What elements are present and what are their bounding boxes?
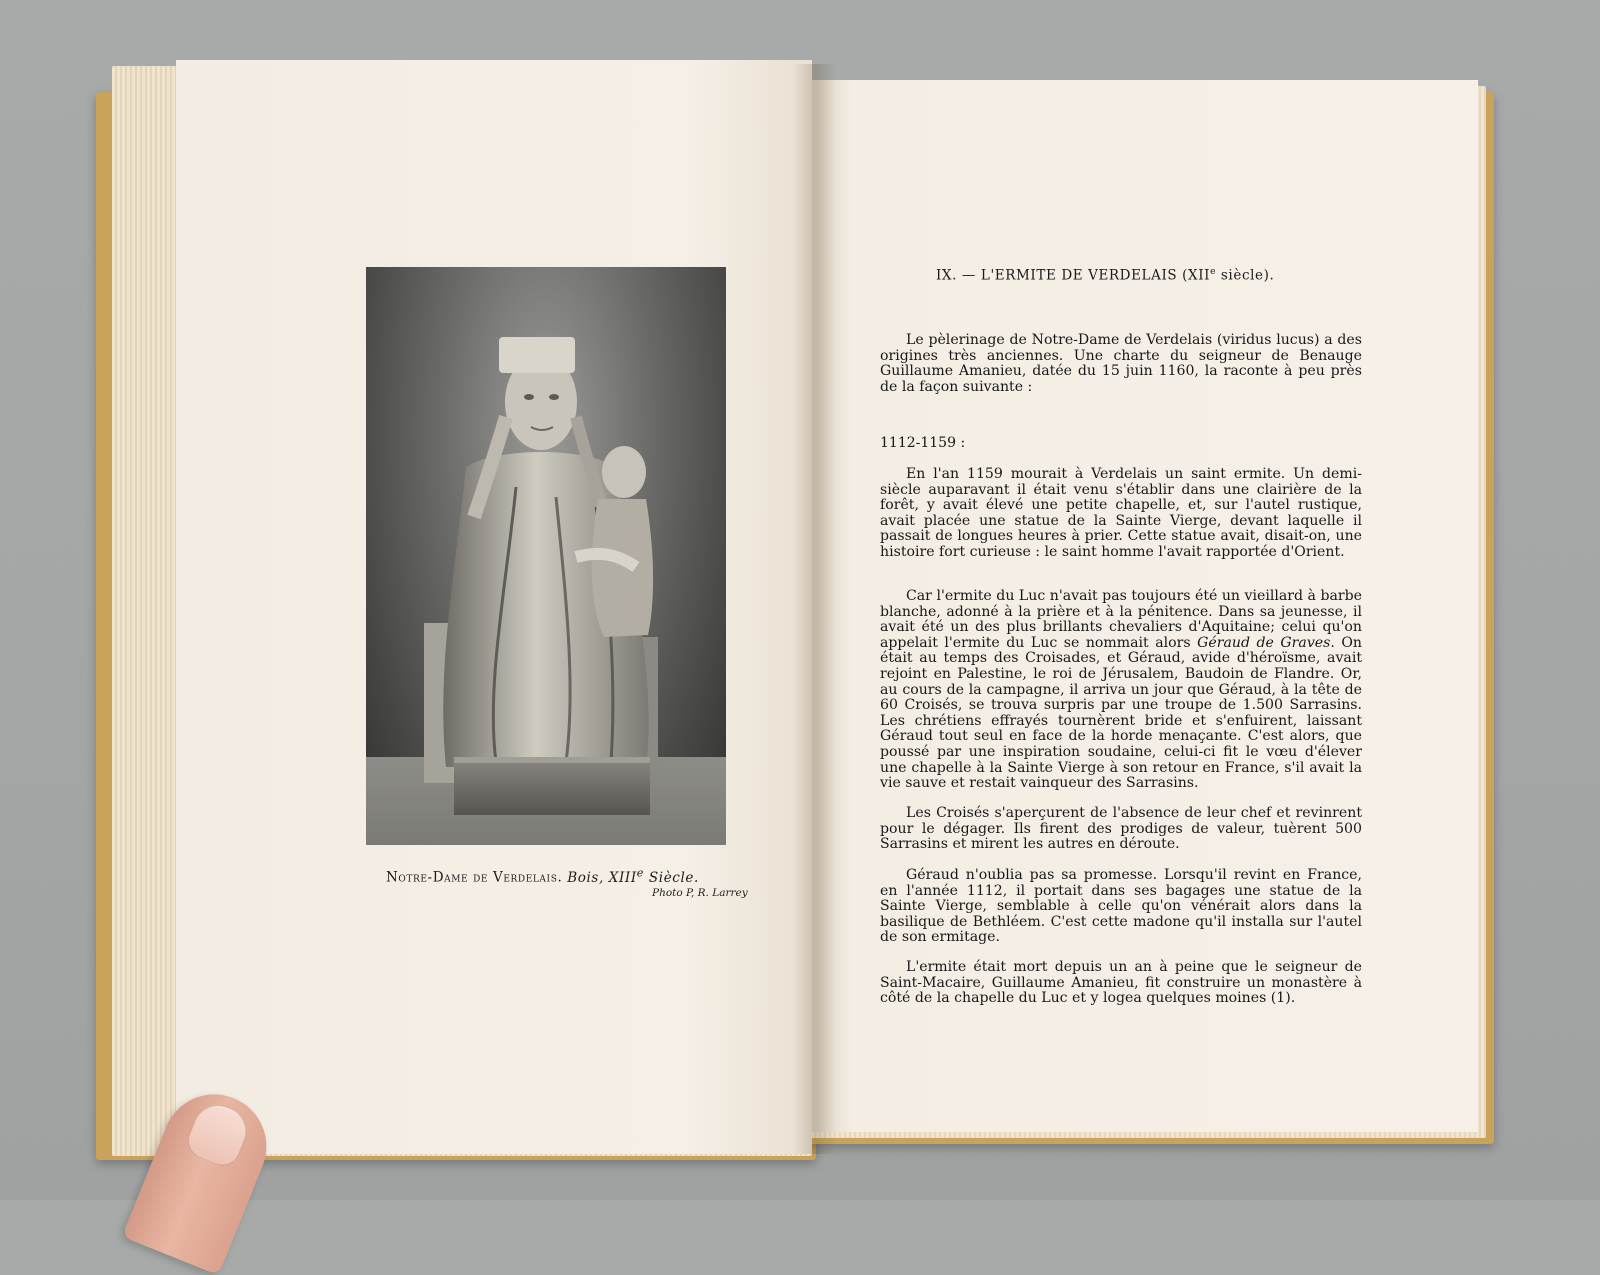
caption-medium: Bois, XIIIe Siècle.	[567, 866, 699, 886]
date-heading: 1112-1159 :	[880, 435, 966, 451]
paragraph-6: L'ermite était mort depuis un an à peine que le seigneur de Saint-Macaire, Guillaume Amanieu, fit construire un monastère à côté de la chapelle du Luc et y logea quelques moines (1).	[880, 959, 1362, 1007]
fingernail	[182, 1097, 254, 1171]
book-gutter	[792, 64, 836, 1154]
paragraph-4: Les Croisés s'aperçurent de l'absence de leur chef et revinrent pour le dégager. Ils firent des prodiges de valeur, tuèrent 500 Sarrasins et mirent les autres en déroute.	[880, 805, 1362, 853]
paragraph-2: En l'an 1159 mourait à Verdelais un saint ermite. Un demi-siècle auparavant il était venu s'établir dans une clairière de la forêt, y avait élevé une petite chapelle, et, sur l'autel rustique, avait placée une statue de la Sainte Vierge, devant laquelle il passait de longues heures à prier. Cette statue avait, disait-on, une histoire fort curieuse : le saint homme l'avait rapportée d'Orient.	[880, 466, 1362, 560]
statue-illustration	[366, 267, 726, 845]
caption-title: Notre-Dame de Verdelais.	[386, 869, 563, 886]
photo-caption	[386, 866, 766, 886]
photo-credit: Photo P, R. Larrey	[652, 887, 748, 899]
chapter-title: IX. — L'ERMITE DE VERDELAIS (XIIe siècle).	[936, 267, 1275, 284]
statue-photograph	[366, 267, 726, 845]
name-geraud-de-graves: Géraud de Graves	[1197, 634, 1331, 651]
paragraph-5: Géraud n'oublia pas sa promesse. Lorsqu'il revint en France, en l'année 1112, il portait dans ses bagages une statue de la Sainte Vierge, semblable à celle qu'on vénérait alors dans la basilique de Bethléem. C'est cette madone qu'il installa sur l'autel de son ermitage.	[880, 867, 1362, 946]
paragraph-1: Le pèlerinage de Notre-Dame de Verdelais (viridus lucus) a des origines très anciennes. Une charte du seigneur de Benauge Guillaume Amanieu, datée du 15 juin 1160, la raconte à peu près de la façon suivante :	[880, 332, 1362, 395]
paragraph-3: Car l'ermite du Luc n'avait pas toujours été un vieillard à barbe blanche, adonné à la prière et à la pénitence. Dans sa jeunesse, il avait été un des plus brillants chevaliers d'Aquitaine; celui qu'on appelait l'ermite du Luc se nommait alors Géraud de Graves. On était au temps des Croisades, et Géraud, avide d'héroïsme, avait rejoint en Palestine, le roi de Jérusalem, Baudoin de Flandre. Or, au cours de la campagne, il arriva un jour que Géraud, à la tête de 60 Croisés, se trouva surpris par une troupe de 1.500 Sarrasins. Les chrétiens effrayés tournèrent bride et s'enfuirent, laissant Géraud tout seul en face de la horde menaçante. C'est alors, que poussé par une inspiration soudaine, celui-ci fit le vœu d'élever une chapelle à la Sainte Vierge à son retour en France, s'il avait la vie sauve et restait vainqueur des Sarrasins.	[880, 588, 1363, 792]
